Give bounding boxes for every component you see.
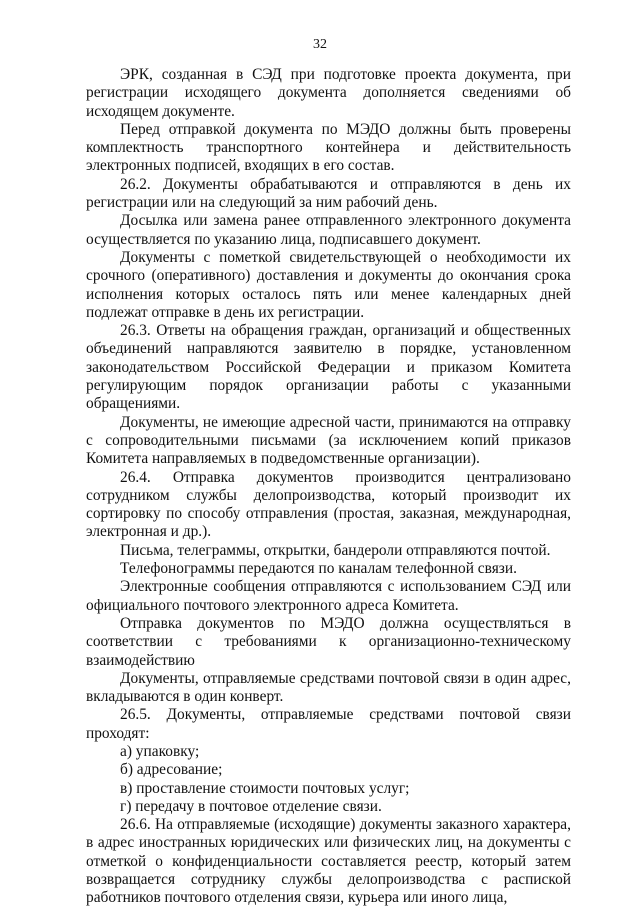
- paragraph: Телефонограммы передаются по каналам телефонной связи.: [120, 560, 517, 578]
- paragraph: Документы, не имеющие адресной части, принимаются на отправку с сопроводительными письмами (за исключением копий приказов Комитета направляемых в подведомственные организации).: [86, 413, 571, 468]
- list-item: б) адресование;: [120, 761, 223, 779]
- paragraph: Отправка документов по МЭДО должна осуществляться в соответствии с требованиями к организационно-техническому взаимодействию: [86, 614, 571, 669]
- list-item: а) упаковку;: [120, 742, 200, 760]
- list-item: г) передачу в почтовое отделение связи.: [120, 797, 382, 815]
- paragraph: 26.4. Отправка документов производится централизовано сотрудником службы делопроизводства, который производит их сортировку по способу отправления (простая, заказная, международная, электронная и др.).: [86, 468, 571, 541]
- paragraph: Документы, отправляемые средствами почтовой связи в один адрес, вкладываются в один конверт.: [86, 669, 571, 706]
- document-body: [86, 66, 571, 908]
- paragraph: ЭРК, созданная в СЭД при подготовке проекта документа, при регистрации исходящего документа дополняется сведениями об исходящем документе.: [86, 66, 571, 120]
- page-number: 32: [313, 37, 327, 52]
- paragraph: 26.2. Документы обрабатываются и отправляются в день их регистрации или на следующий за ним рабочий день.: [86, 175, 571, 212]
- paragraph: Перед отправкой документа по МЭДО должны быть проверены комплектность транспортного контейнера и действительность электронных подписей, входящих в его состав.: [86, 120, 571, 175]
- paragraph: Письма, телеграммы, открытки, бандероли отправляются почтой.: [120, 541, 551, 559]
- list-item: в) проставление стоимости почтовых услуг;: [120, 779, 410, 797]
- paragraph: 26.6. На отправляемые (исходящие) документы заказного характера, в адрес иностранных юридических или физических лиц, на документы с отметкой о конфиденциальности составляется реестр, который затем возвращается сотруднику службы делопроизводства с распиской работников почтового отделения связи, курьера или иного лица,: [86, 816, 571, 907]
- paragraph: 26.5. Документы, отправляемые средствами почтовой связи проходят:: [86, 706, 571, 742]
- paragraph: Досылка или замена ранее отправленного электронного документа осуществляется по указанию лица, подписавшего документ.: [86, 212, 571, 248]
- paragraph: Документы с пометкой свидетельствующей о необходимости их срочного (оперативного) доставления и документы до окончания срока исполнения которых осталось пять или менее календарных дней подлежат отправке в день их регистрации.: [86, 248, 571, 321]
- paragraph: 26.3. Ответы на обращения граждан, организаций и общественных объединений направляются заявителю в порядке, установленном законодательством Российской Федерации и приказом Комитета регулирующим порядок организации работы с указанными обращениями.: [86, 322, 571, 413]
- paragraph: Электронные сообщения отправляются с использованием СЭД или официального почтового электронного адреса Комитета.: [86, 578, 571, 614]
